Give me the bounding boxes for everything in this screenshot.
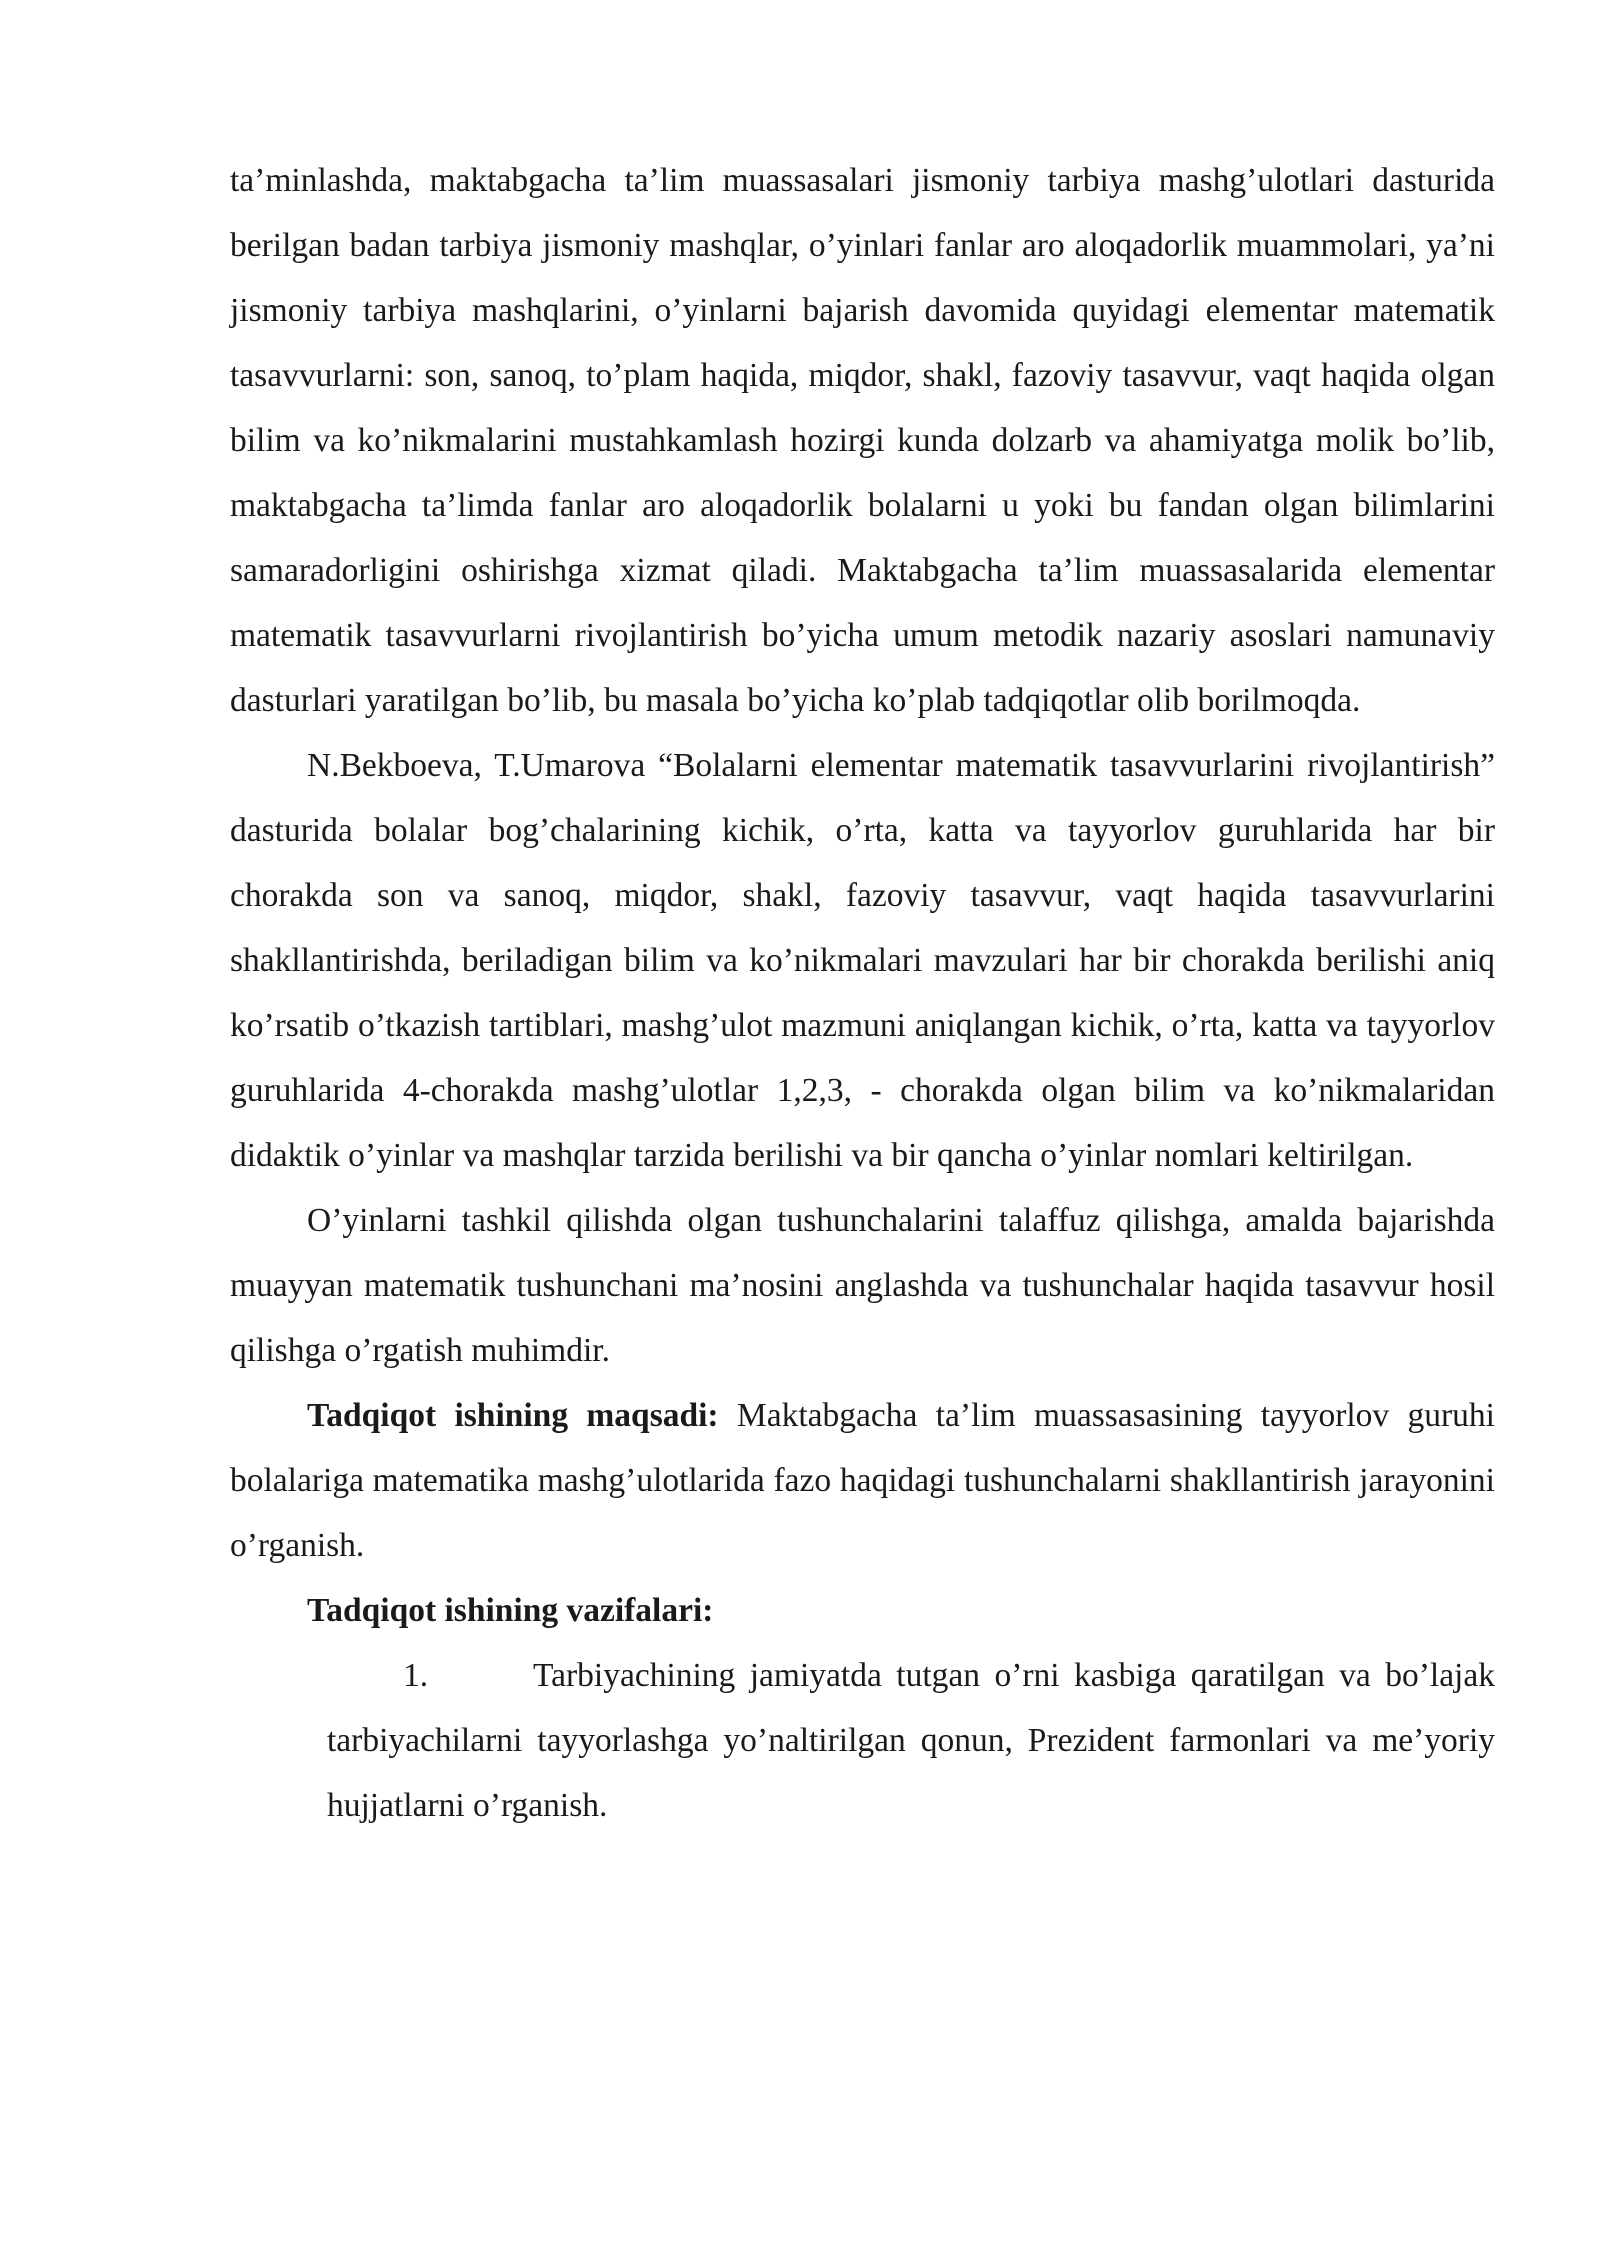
goal-text: Maktabgacha ta’lim muassasasining tayyorlov guruhi bolalariga matematika mashg’ulotlarida fazo haqidagi tushunchalarni shakllantirish jarayonini o’rganish. [230, 1397, 1495, 1564]
paragraph-bekboeva: N.Bekboeva, T.Umarova “Bolalarni elementar matematik tasavvurlarini rivojlantirish” dasturida bolalar bog’chalarining kichik, o’rta, katta va tayyorlov guruhlarida har bir chorakda son va sanoq, miqdor, shakl, fazoviy tasavvur, vaqt haqida tasavvurlarini shakllantirishda, beriladigan bilim va ko’nikmalari mavzulari har bir chorakda berilishi aniq ko’rsatib o’tkazish tartiblari, mashg’ulot mazmuni aniqlangan kichik, o’rta, katta va tayyorlov guruhlarida 4-chorakda mashg’ulotlar 1,2,3, - chorakda olgan bilim va ko’nikmalaridan didaktik o’yinlar va mashqlar tarzida berilishi va bir qancha o’yinlar nomlari keltirilgan. [230, 747, 1495, 1174]
tasks-heading: Tadqiqot ishining vazifalari: [307, 1592, 714, 1629]
paragraph-goal [230, 1383, 1495, 1578]
list-item [327, 1643, 1495, 1838]
paragraph-tasks [230, 1578, 1495, 1643]
paragraph-games: O’yinlarni tashkil qilishda olgan tushunchalarini talaffuz qilishga, amalda bajarishda muayyan matematik tushunchani ma’nosini anglashda va tushunchalar haqida tasavvur hosil qilishga o’rgatish muhimdir. [230, 1202, 1495, 1369]
list-item-number: 1. [403, 1657, 429, 1694]
list-item-text: Tarbiyachining jamiyatda tutgan o’rni kasbiga qaratilgan va bo’lajak tarbiyachilarni tayyorlashga yo’naltirilgan qonun, Prezident farmonlari va me’yoriy hujjatlarni o’rganish. [327, 1657, 1495, 1824]
document-page [230, 148, 1495, 1838]
paragraph-intro: ta’minlashda, maktabgacha ta’lim muassasalari jismoniy tarbiya mashg’ulotlari dasturida berilgan badan tarbiya jismoniy mashqlar, o’yinlari fanlar aro aloqadorlik muammolari, ya’ni jismoniy tarbiya mashqlarini, o’yinlarni bajarish davomida quyidagi elementar matematik tasavvurlarni: son, sanoq, to’plam haqida, miqdor, shakl, fazoviy tasavvur, vaqt haqida olgan bilim va ko’nikmalarini mustahkamlash hozirgi kunda dolzarb va ahamiyatga molik bo’lib, maktabgacha ta’limda fanlar aro aloqadorlik bolalarni u yoki bu fandan olgan bilimlarini samaradorligini oshirishga xizmat qiladi. Maktabgacha ta’lim muassasalarida elementar matematik tasavvurlarni rivojlantirish bo’yicha umum metodik nazariy asoslari namunaviy dasturlari yaratilgan bo’lib, bu masala bo’yicha ko’plab tadqiqotlar olib borilmoqda. [230, 162, 1495, 719]
goal-heading: Tadqiqot ishining maqsadi: [307, 1397, 719, 1434]
